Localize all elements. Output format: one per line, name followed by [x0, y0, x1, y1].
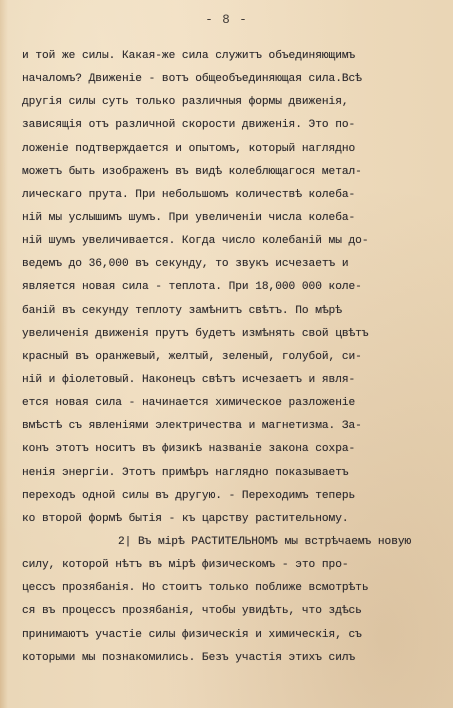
text-line: переходъ одной силы въ другую. - Переходимъ теперь — [22, 489, 356, 502]
text-line: можетъ быть изображенъ въ видѣ колеблющагося метал- — [22, 165, 362, 178]
text-line: ложенiе подтверждается и опытомъ, который наглядно — [22, 142, 356, 155]
text-line: принимаютъ участiе силы физическiя и химическiя, съ — [22, 628, 362, 641]
page-number: - 8 - — [205, 13, 248, 27]
text-line: другiя силы суть только различныя формы движенiя, — [22, 96, 349, 109]
text-line: цессъ прозябанiя. Но стоитъ только поближе всмотрѣть — [22, 582, 369, 595]
text-line: и той же силы. Какая-же сила служитъ объединяющимъ — [22, 50, 356, 62]
text-line: нiй и фiолетовый. Наконецъ свѣтъ исчезаетъ и явля- — [22, 373, 356, 386]
text-line: увеличенiя движенiя прутъ будетъ измѣнять свой цвѣтъ — [22, 327, 369, 340]
text-line: ко второй формѣ бытiя - къ царству растительному. — [22, 512, 349, 525]
text-line: ется новая сила - начинается химическое разложенiе — [22, 397, 356, 410]
text-line: ненiя энергiи. Этотъ примѣръ наглядно показываетъ — [22, 466, 349, 479]
text-line: зависящiя отъ различной скорости движенiя. Это по- — [22, 119, 356, 132]
text-line: конъ этотъ носитъ въ физикѣ названiе закона сохра- — [22, 443, 356, 456]
text-line: красный въ оранжевый, желтый, зеленый, голубой, си- — [22, 350, 362, 363]
text-line: началомъ? Движенiе - вотъ общеобъединяющая сила.Всѣ — [22, 73, 362, 86]
text-line: нiй мы услышимъ шумъ. При увеличенiи числа колеба- — [22, 211, 356, 224]
text-line: ся въ процессъ прозябанiя, чтобы увидѣть, что здѣсь — [22, 605, 362, 618]
text-line: 2| Въ мiрѣ РАСТИТЕЛЬНОМЪ мы встрѣчаемъ новую — [118, 535, 412, 548]
text-line: банiй въ секунду теплоту замѣнитъ свѣтъ. По мѣрѣ — [22, 304, 342, 317]
text-line: является новая сила - теплота. При 18,000 000 коле- — [22, 281, 362, 294]
text-line: ведемъ до 36,000 въ секунду, то звукъ исчезаетъ и — [22, 258, 349, 271]
text-line: вмѣстѣ съ явленiями электричества и магнетизма. За- — [22, 420, 362, 433]
text-line: которыми мы познакомились. Безъ участiя этихъ силъ — [22, 651, 356, 664]
body-text — [22, 45, 447, 670]
text-line: нiй шумъ увеличивается. Когда число колебанiй мы до- — [22, 235, 369, 248]
text-line: лическаго прута. При небольшомъ количествѣ колеба- — [22, 188, 356, 201]
text-line: силу, которой нѣтъ въ мiрѣ физическомъ - это про- — [22, 559, 349, 572]
